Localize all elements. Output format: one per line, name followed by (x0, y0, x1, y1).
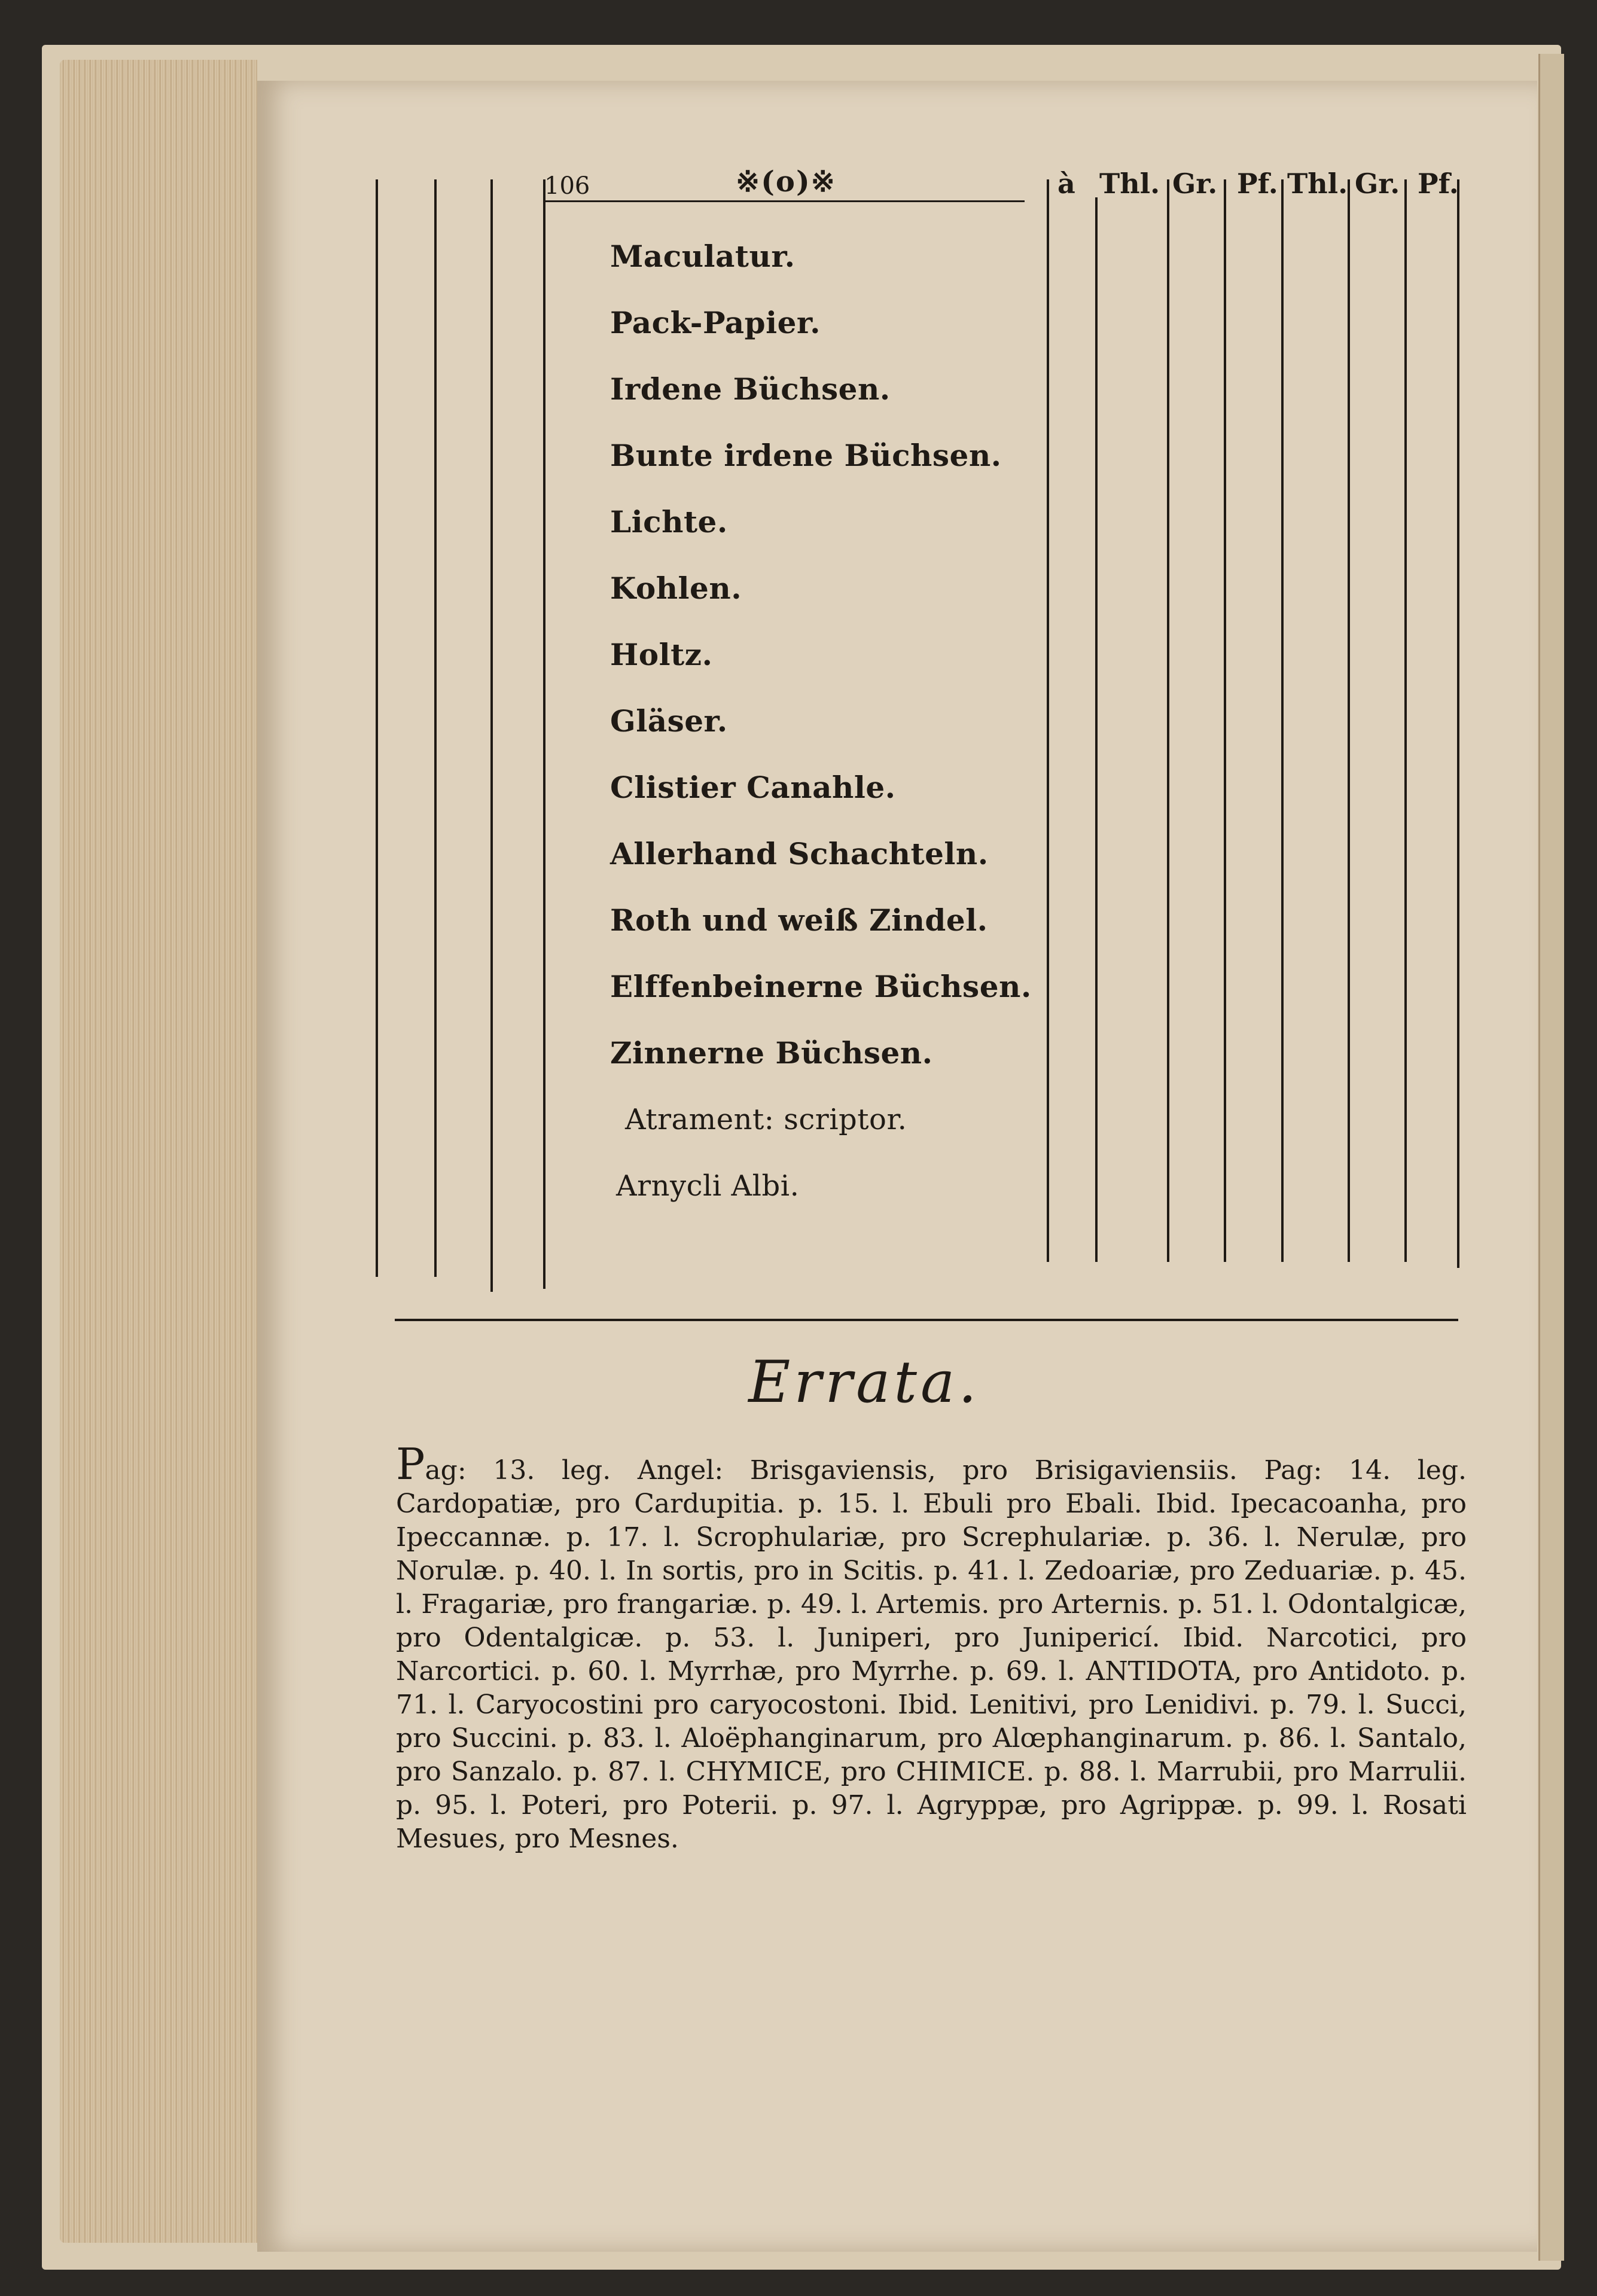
price-col-pfennig: Pf. (1237, 167, 1278, 200)
page-number: 106 (544, 172, 590, 200)
list-item: Bunte irdene Büchsen. (610, 438, 1002, 473)
list-item: Pack-Papier. (610, 305, 821, 340)
list-item: Gläser. (610, 703, 728, 739)
price-column-rule (1348, 179, 1350, 1262)
price-column-rule (1047, 179, 1049, 1262)
list-item: Elffenbeinerne Büchsen. (610, 969, 1032, 1004)
header-rule (543, 200, 1025, 202)
price-col-groschen-2: Gr. (1355, 167, 1400, 200)
price-col-each: à (1057, 167, 1075, 200)
page-stack (60, 60, 257, 2243)
column-rule (490, 179, 493, 1292)
price-col-thaler: Thl. (1099, 167, 1160, 200)
list-item: Arnycli Albi. (616, 1169, 800, 1203)
price-column-rule (1224, 179, 1226, 1262)
price-col-groschen: Gr. (1172, 167, 1218, 200)
column-rule (434, 179, 437, 1277)
errata-title: Errata. (748, 1349, 980, 1416)
list-item: Maculatur. (610, 239, 796, 274)
errata-text: Pag: 13. leg. Angel: Brisgaviensis, pro Brisigaviensiis. Pag: 14. leg. Cardopatiæ, pro Cardupitia. p. 15. l. Ebuli pro Ebali. Ibid. Ipecacoanha, pro Ipeccannæ. p. 17. l. Scrophulariæ, pro Screphulariæ. p. 36. l. Nerulæ, pro Norulæ. p. 40. l. In sortis, pro in Scitis. p. 41. l. Zedoariæ, pro Zeduariæ. p. 45. l. Fragariæ, pro frangariæ. p. 49. l. Artemis. pro Arternis. p. 51. l. Odontalgicæ, pro Odentalgicæ. p. 53. l. Juniperi, pro Junipericí. Ibid. Narcotici, pro Narcortici. p. 60. l. Myrrhæ, pro Myrrhe. p. 69. l. ANTIDOTA, pro Antidoto. p. 71. l. Caryocostini pro caryocostoni. Ibid. Lenitivi, pro Lenidivi. p. 79. l. Succi, pro Succini. p. 83. l. Aloëphanginarum, pro Alœphanginarum. p. 86. l. Santalo, pro Sanzalo. p. 87. l. CHYMICE, pro CHIMICE. p. 88. l. Marrubii, pro Marrulii. p. 95. l. Poteri, pro Poterii. p. 97. l. Agryppæ, pro Agrippæ. p. 99. l. Rosati Mesues, pro Mesnes. (396, 1439, 1467, 1854)
price-column-rule (1457, 179, 1459, 1268)
item-list (610, 233, 1032, 1229)
errata-rule (395, 1319, 1458, 1321)
column-rule (376, 179, 378, 1277)
column-rule (543, 179, 545, 1289)
price-column-rule (1281, 179, 1284, 1262)
page-ornament: ※(o)※ (736, 165, 836, 199)
price-column-rule (1167, 179, 1169, 1262)
list-item: Atrament: scriptor. (625, 1103, 907, 1136)
list-item: Kohlen. (610, 571, 742, 606)
next-page-edge (1538, 54, 1564, 2261)
list-item: Irdene Büchsen. (610, 371, 891, 407)
price-column-rule (1095, 197, 1098, 1262)
list-item: Allerhand Schachteln. (610, 836, 989, 871)
price-col-pfennig-2: Pf. (1418, 167, 1459, 200)
list-item: Roth und weiß Zindel. (610, 902, 988, 938)
price-column-rule (1404, 179, 1407, 1262)
price-col-thaler-2: Thl. (1287, 167, 1348, 200)
list-item: Clistier Canahle. (610, 770, 896, 805)
list-item: Lichte. (610, 504, 728, 539)
list-item: Holtz. (610, 637, 713, 672)
list-item: Zinnerne Büchsen. (610, 1035, 933, 1071)
